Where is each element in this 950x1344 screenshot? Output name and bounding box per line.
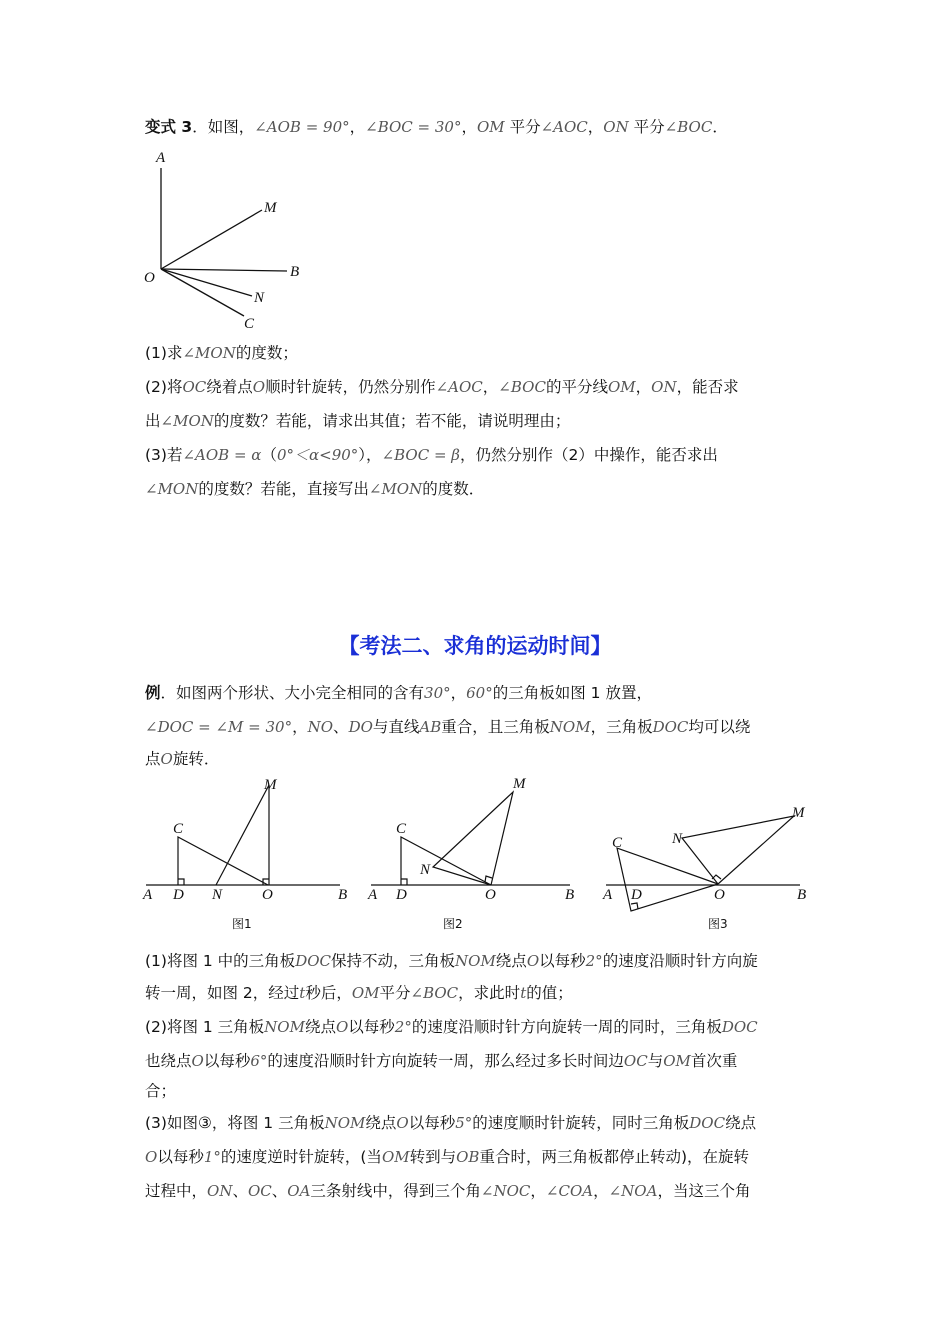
svg-text:D: D (173, 887, 184, 903)
angle-figure (140, 148, 320, 338)
label-A: A (156, 150, 166, 166)
section-title: 【考法二、求角的运动时间】 (338, 634, 612, 658)
svg-text:B: B (565, 887, 575, 903)
label-B: B (290, 264, 300, 280)
ray-ON (161, 269, 252, 296)
question-3-continued: ∠MON的度数？若能，直接写出∠MON的度数． (145, 480, 485, 498)
question-2-continued: 出∠MON的度数？若能，请求出其值；若不能，请说明理由； (145, 412, 571, 430)
svg-text:O: O (714, 887, 725, 903)
triangle-DOC (401, 837, 491, 885)
variant-label: 变式 3 (145, 118, 193, 136)
label-O: O (144, 270, 155, 286)
label-C: C (244, 316, 255, 332)
question-1: (1)求∠MON的度数； (145, 344, 298, 362)
svg-text:A: A (143, 887, 153, 903)
triangle-NOM (682, 816, 794, 884)
question-2: (2)将OC绕着点O顺时针旋转，仍然分别作∠AOC，∠BOC的平分线OM，ON，能否求 (145, 378, 739, 396)
figure-3-caption: 图3 (708, 917, 728, 931)
figure-2 (365, 775, 580, 940)
svg-text:A: A (368, 887, 378, 903)
svg-text:B: B (797, 887, 807, 903)
ray-OB (161, 269, 287, 271)
svg-text:C: C (396, 821, 407, 837)
part-2-continued: 也绕点O以每秒6°的速度沿顺时针方向旋转一周，那么经过多长时间边OC与OM首次重 (145, 1052, 738, 1070)
figure-1 (140, 775, 350, 940)
part-3-continued: O以每秒1°的速度逆时针旋转，(当OM转到与OB重合时，两三角板都停止转动)，在旋转 (145, 1148, 749, 1166)
svg-text:M: M (513, 776, 526, 792)
svg-text:M: M (792, 805, 805, 821)
part-2: (2)将图 1 三角板NOM绕点O以每秒2°的速度沿顺时针方向旋转一周的同时，三角板DOC (145, 1018, 758, 1036)
label-M: M (264, 200, 277, 216)
example-label: 例 (145, 684, 161, 702)
svg-text:B: B (338, 887, 348, 903)
svg-text:D: D (396, 887, 407, 903)
question-3: (3)若∠AOB = α（0°＜α<90°），∠BOC = β，仍然分别作（2）中操作，能否求出 (145, 446, 718, 464)
example-line-3: 点O旋转． (145, 750, 220, 768)
svg-text:C: C (612, 835, 623, 851)
example-line-1: 例．如图两个形状、大小完全相同的含有30°，60°的三角板如图 1 放置， (145, 684, 652, 702)
part-1: (1)将图 1 中的三角板DOC保持不动，三角板NOM绕点O以每秒2°的速度沿顺时针方向旋 (145, 952, 758, 970)
svg-text:N: N (212, 887, 223, 903)
svg-text:N: N (672, 831, 683, 847)
triangle-NOM (433, 792, 513, 885)
part-3-line-3: 过程中，ON、OC、OA三条射线中，得到三个角∠NOC，∠COA，∠NOA，当这三个角 (145, 1182, 751, 1200)
svg-text:A: A (603, 887, 613, 903)
variant-statement: 变式 3．如图，∠AOB = 90°，∠BOC = 30°，OM 平分∠AOC，ON 平分∠BOC． (145, 118, 728, 136)
svg-text:M: M (264, 777, 277, 793)
triangle-NOM (216, 785, 269, 885)
figure-1-caption: 图1 (232, 917, 252, 931)
part-3: (3)如图③，将图 1 三角板NOM绕点O以每秒5°的速度顺时针旋转，同时三角板DOC绕点 (145, 1114, 757, 1132)
svg-text:O: O (262, 887, 273, 903)
triangle-DOC (178, 837, 268, 885)
part-1-continued: 转一周，如图 2，经过t秒后，OM平分∠BOC，求此时t的值； (145, 984, 573, 1002)
label-N: N (254, 290, 265, 306)
svg-text:O: O (485, 887, 496, 903)
svg-text:C: C (173, 821, 184, 837)
svg-text:N: N (420, 862, 431, 878)
figure-3 (600, 775, 815, 940)
svg-text:D: D (631, 887, 642, 903)
figure-2-caption: 图2 (443, 917, 463, 931)
example-line-2: ∠DOC = ∠M = 30°，NO、DO与直线AB重合，且三角板NOM，三角板DOC均可以绕 (145, 718, 751, 736)
part-2-end: 合； (145, 1082, 177, 1100)
ray-OM (161, 210, 262, 269)
ray-OC (161, 269, 244, 316)
